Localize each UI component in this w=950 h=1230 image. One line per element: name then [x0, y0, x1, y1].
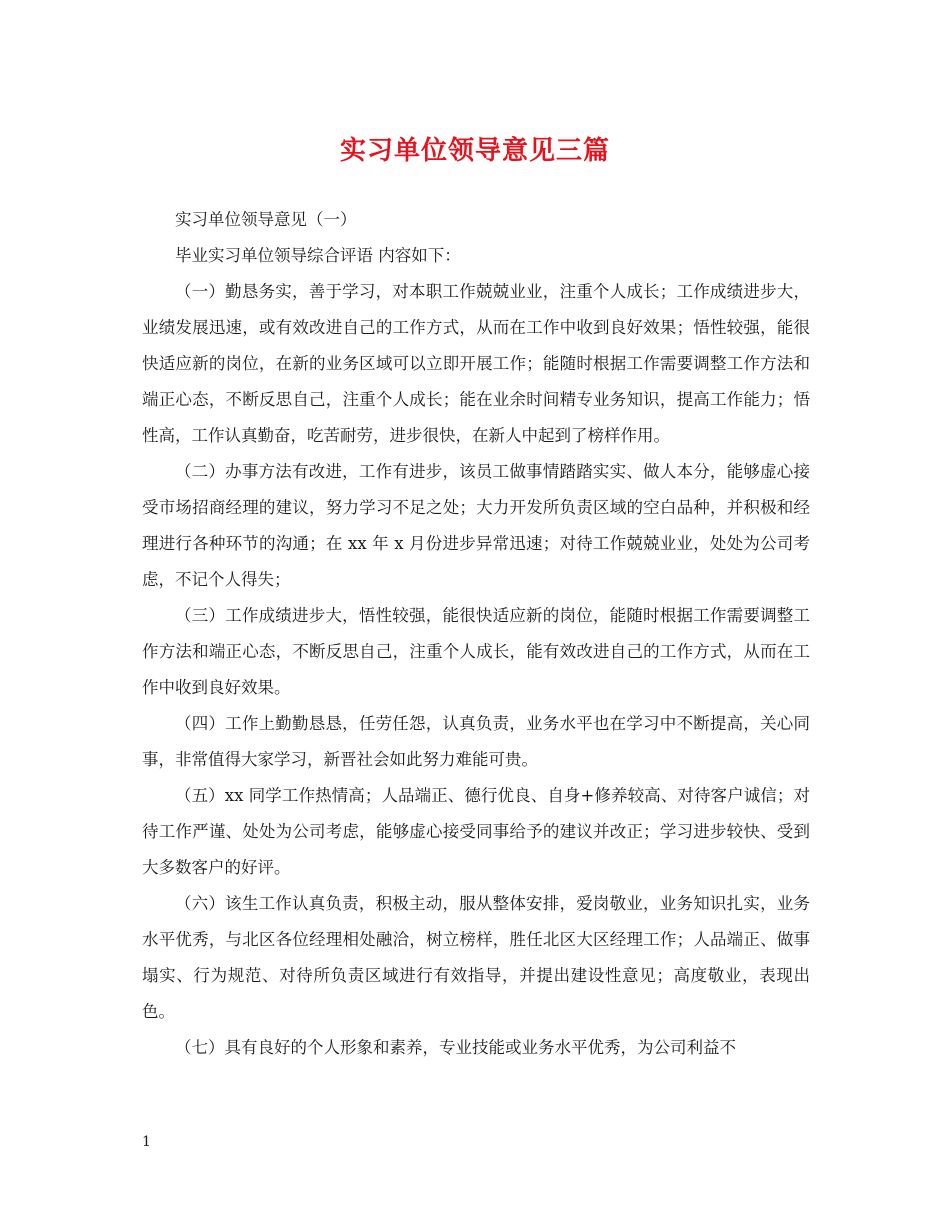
- paragraph-5: （五）xx 同学工作热情高；人品端正、德行优良、自身+修养较高、对待客户诚信；对待工作严谨、处处为公司考虑，能够虚心接受同事给予的建议并改正；学习进步较快、受到大多数客户的好评。: [142, 786, 810, 877]
- page-number: 1: [142, 1134, 151, 1150]
- paragraph-4: （四）工作上勤勤恳恳，任劳任怨，认真负责，业务水平也在学习中不断提高，关心同事，非常值得大家学习，新晋社会如此努力难能可贵。: [142, 714, 810, 769]
- intro-line: 毕业实习单位领导综合评语 内容如下：: [175, 246, 461, 265]
- page-title: 实习单位领导意见三篇: [339, 136, 610, 166]
- paragraph-1: （一）勤恳务实，善于学习，对本职工作兢兢业业，注重个人成长；工作成绩进步大，业绩发展迅速，或有效改进自己的工作方式，从而在工作中收到良好效果；悟性较强，能很快适应新的岗位，在新的业务区域可以立即开展工作；能随时根据工作需要调整工作方法和端正心态，不断反思自己，注重个人成长；能在业余时间精专业务知识，提高工作能力；悟性高，工作认真勤奋，吃苦耐劳，进步很快，在新人中起到了榜样作用。: [142, 282, 810, 445]
- paragraph-3: （三）工作成绩进步大，悟性较强，能很快适应新的岗位，能随时根据工作需要调整工作方法和端正心态，不断反思自己，注重个人成长，能有效改进自己的工作方式，从而在工作中收到良好效果。: [142, 606, 810, 697]
- section-heading: 实习单位领导意见（一）: [175, 210, 357, 229]
- paragraph-7: （七）具有良好的个人形象和素养，专业技能或业务水平优秀，为公司利益不: [175, 1038, 736, 1057]
- paragraph-2: （二）办事方法有改进，工作有进步，该员工做事情踏踏实实、做人本分，能够虚心接受市场招商经理的建议，努力学习不足之处；大力开发所负责区域的空白品种，并积极和经理进行各种环节的沟通；在 xx 年 x 月份进步异常迅速；对待工作兢兢业业，处处为公司考虑，不记个人得失；: [142, 462, 810, 589]
- document-body: [142, 202, 810, 1066]
- paragraph-6: （六）该生工作认真负责，积极主动，服从整体安排，爱岗敬业，业务知识扎实，业务水平优秀，与北区各位经理相处融洽，树立榜样，胜任北区大区经理工作；人品端正、做事塌实、行为规范、对待所负责区域进行有效指导，并提出建设性意见；高度敬业，表现出色。: [142, 894, 810, 1021]
